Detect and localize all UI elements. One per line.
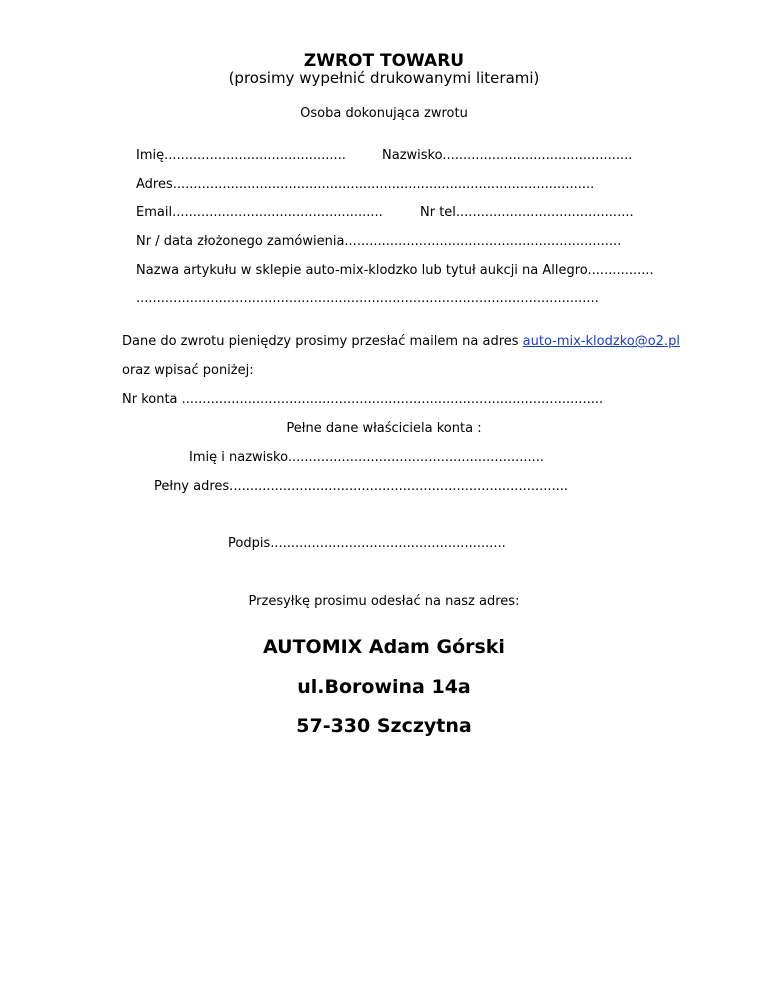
shipping-intro: Przesyłkę prosimu odesłać na nasz adres:	[248, 594, 520, 609]
account-field: Nr konta ......................................................................................................	[122, 392, 604, 407]
section-heading: Osoba dokonująca zwrotu	[300, 106, 468, 121]
owner-name-field: Imię i nazwisko..............................................................	[189, 450, 545, 465]
signature-field: Podpis.........................................................	[228, 536, 506, 551]
company-street: ul.Borowina 14a	[297, 676, 471, 698]
continuation-field: ................................................................................................................	[136, 291, 599, 306]
email-link[interactable]: auto-mix-klodzko@o2.pl	[522, 334, 680, 349]
owner-address-field: Pełny adres..................................................................................	[154, 479, 569, 494]
name-field: Imię............................................	[136, 148, 346, 163]
email-field: Email...................................................	[136, 205, 383, 220]
surname-field: Nazwisko..............................................	[382, 148, 633, 163]
refund-intro2: oraz wpisać poniżej:	[122, 363, 254, 378]
order-field: Nr / data złożonego zamówienia...................................................................	[136, 234, 622, 249]
company-city: 57-330 Szczytna	[296, 715, 472, 737]
phone-field: Nr tel...........................................	[420, 205, 634, 220]
company-name: AUTOMIX Adam Górski	[263, 636, 505, 658]
page-subtitle: (prosimy wypełnić drukowanymi literami)	[228, 69, 540, 87]
page-title: ZWROT TOWARU	[303, 51, 465, 71]
address-field: Adres......................................................................................................	[136, 177, 595, 192]
refund-intro-text: Dane do zwrotu pieniędzy prosimy przesłać mailem na adres	[122, 334, 523, 349]
refund-intro	[122, 335, 680, 348]
item-field: Nazwa artykułu w sklepie auto-mix-klodzko lub tytuł aukcji na Allegro................	[136, 263, 654, 278]
owner-heading: Pełne dane właściciela konta :	[286, 421, 482, 436]
